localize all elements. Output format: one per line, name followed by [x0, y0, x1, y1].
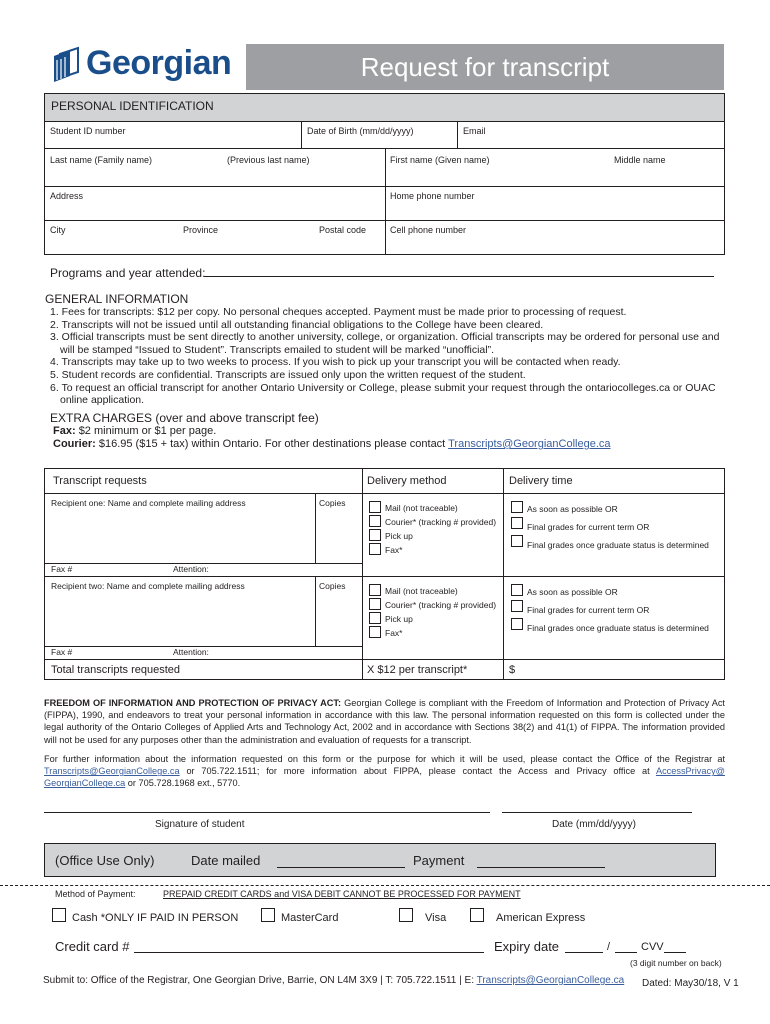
- fax-charge: Fax: $2 minimum or $1 per page.: [53, 425, 217, 437]
- pickup-checkbox[interactable]: [369, 529, 381, 541]
- fax-checkbox[interactable]: [369, 626, 381, 638]
- date-input[interactable]: [502, 812, 692, 813]
- asap-checkbox[interactable]: [511, 584, 523, 596]
- mail-checkbox[interactable]: [369, 584, 381, 596]
- courier-charge: Courier: $16.95 ($15 + tax) within Ontario. For other destinations please contact Transcripts@GeorgianCollege.ca: [53, 438, 611, 450]
- recipient-two-fax-row[interactable]: Fax # Attention:: [51, 647, 209, 657]
- cash-checkbox[interactable]: [52, 908, 66, 922]
- credit-card-label: Credit card #: [55, 939, 130, 954]
- email-field[interactable]: Email: [457, 122, 725, 148]
- graduate-status-checkbox[interactable]: [511, 535, 523, 547]
- list-item: online application.: [60, 394, 145, 407]
- footer-submit: Submit to: Office of the Registrar, One Georgian Drive, Barrie, ON L4M 3X9 | T: 705.722.1511 | E: Transcripts@GeorgianCollege.ca: [43, 975, 625, 986]
- fippa-paragraph: FREEDOM OF INFORMATION AND PROTECTION OF PRIVACY ACT: Georgian College is compliant with the Freedom of Information and Protection of Privacy Act (FIPPA), 1990, and endeavors to treat your personal information in accordance with this law. The personal information requested on this form is collected under the legal authority of the Ontario Colleges of Applied Arts and Technology Act, 2002 and in accordance with Sections 38(2) and 41(1) of FIPPA. The information provided will not be used for any purposes other than the administration and evaluation of requests for a transcript.: [44, 698, 725, 745]
- list-item: 2. Transcripts will not be issued until all outstanding financial obligations to the College have been cleared.: [50, 318, 544, 331]
- programs-label: Programs and year attended:: [50, 266, 206, 280]
- cvv-input[interactable]: [664, 952, 686, 953]
- dated-version: Dated: May30/18, V 1: [642, 978, 739, 989]
- cell-phone-field[interactable]: Cell phone number: [385, 220, 725, 255]
- fax-checkbox[interactable]: [369, 543, 381, 555]
- cut-line: [0, 885, 770, 886]
- recipient-one-address-field[interactable]: Recipient one: Name and complete mailing address: [51, 498, 246, 508]
- dob-field[interactable]: Date of Birth (mm/dd/yyyy): [301, 122, 457, 148]
- credit-card-input[interactable]: [134, 952, 484, 953]
- general-list: [50, 306, 730, 407]
- list-item: 5. Student records are confidential. Transcripts are issued only upon the written request of the student.: [50, 368, 526, 381]
- courier-checkbox[interactable]: [369, 598, 381, 610]
- province-label: Province: [183, 225, 219, 235]
- first-name-field[interactable]: First name (Given name) Middle name: [385, 148, 725, 186]
- total-amount-field[interactable]: $: [509, 664, 516, 676]
- postal-code-label: Postal code: [319, 225, 367, 235]
- pickup-checkbox[interactable]: [369, 612, 381, 624]
- personal-identification-section: [44, 93, 725, 255]
- personal-heading: PERSONAL IDENTIFICATION: [51, 99, 214, 113]
- fippa-contact-paragraph: For further information about the information requested on this form or the purpose for which it will be used, please contact the Office of the Registrar at Transcripts@GeorgianCollege.ca or 705.722.1511; for more information about FIPPA, please contact the Access and Privacy office at AccessPrivacy@ GeorgianCollege.ca or 705.728.1968 ext., 5770.: [44, 754, 725, 789]
- asap-checkbox[interactable]: [511, 501, 523, 513]
- method-of-payment-label: Method of Payment:: [55, 889, 136, 899]
- address-field[interactable]: Address: [45, 186, 385, 220]
- courier-checkbox[interactable]: [369, 515, 381, 527]
- home-phone-field[interactable]: Home phone number: [385, 186, 725, 220]
- payment-notice: PREPAID CREDIT CARDS and VISA DEBIT CANNOT BE PROCESSED FOR PAYMENT: [163, 889, 521, 899]
- footer-email-link[interactable]: Transcripts@GeorgianCollege.ca: [476, 975, 625, 986]
- logo-mark-icon: [48, 46, 84, 86]
- signature-label: Signature of student: [155, 819, 245, 830]
- price-label: X $12 per transcript*: [367, 664, 468, 676]
- recipient-one-fax-row[interactable]: Fax # Attention:: [51, 564, 209, 574]
- brand-name: Georgian: [86, 44, 232, 82]
- date-mailed-label: Date mailed: [191, 853, 261, 868]
- courier-email-link[interactable]: Transcripts@GeorgianCollege.ca: [448, 438, 611, 450]
- current-term-checkbox[interactable]: [511, 600, 523, 612]
- graduate-status-checkbox[interactable]: [511, 618, 523, 630]
- registrar-email-link[interactable]: Transcripts@GeorgianCollege.ca: [44, 766, 180, 777]
- current-term-checkbox[interactable]: [511, 517, 523, 529]
- list-item: 1. Fees for transcripts: $12 per copy. No personal cheques accepted. Payment must be made prior to processing of request.: [50, 306, 627, 318]
- list-item: 4. Transcripts may take up to two weeks to process. If you wish to pick up your transcript you will be contacted when ready.: [50, 356, 621, 369]
- student-id-field[interactable]: Student ID number: [50, 126, 126, 136]
- list-item: 6. To request an official transcript for another Ontario University or College, please submit your request through the ontariocolleges.ca or OUAC: [50, 381, 716, 394]
- city-field[interactable]: City Province Postal code: [45, 220, 385, 255]
- office-use-bar: [44, 843, 716, 877]
- date-label: Date (mm/dd/yyyy): [552, 819, 636, 830]
- mail-checkbox[interactable]: [369, 501, 381, 513]
- cvv-note: (3 digit number on back): [630, 958, 722, 968]
- general-heading: GENERAL INFORMATION: [45, 292, 189, 306]
- total-label: Total transcripts requested: [51, 664, 181, 676]
- list-item: will be stamped “Issued to Student”. Transcripts emailed to student will be marked “unofficial”.: [60, 343, 495, 356]
- extra-heading: EXTRA CHARGES (over and above transcript fee): [50, 411, 319, 425]
- visa-checkbox[interactable]: [399, 908, 413, 922]
- payment-label: Payment: [413, 853, 465, 868]
- last-name-field[interactable]: Last name (Family name) (Previous last name): [45, 148, 385, 186]
- recipient-two-copies-field[interactable]: Copies: [319, 581, 346, 591]
- recipient-one-copies-field[interactable]: Copies: [319, 498, 346, 508]
- expiry-year-input[interactable]: [615, 952, 637, 953]
- col-delivery: Delivery method: [367, 475, 447, 487]
- signature-input[interactable]: [44, 812, 490, 813]
- payment-input[interactable]: [477, 867, 605, 868]
- cvv-label: CVV: [641, 941, 664, 953]
- expiry-month-input[interactable]: [565, 952, 603, 953]
- recipient-two-address-field[interactable]: Recipient two: Name and complete mailing address: [51, 581, 245, 591]
- privacy-email-link[interactable]: AccessPrivacy@ GeorgianCollege.ca: [44, 766, 725, 789]
- list-item: 3. Official transcripts must be sent directly to another university, college, or organization. Official transcripts may be ordered for personal use and: [50, 331, 720, 344]
- transcript-requests-table: Transcript requests Delivery method Delivery time Recipient one: Name and complete mailing address Copies Fax # Attention: Mail (not traceable) Courier* (tracking # provided) Pick up Fax* As soon as possible OR Final grades for current term OR Final grades once graduate status is determined Recipient two: Name and complete mailing address Copies Fax # Attention: Mail (not traceable) Courier* (tracking # provided) Pick up Fax* As soon as possible OR Final grades for current term OR Final grades once graduate status is determined Total transcripts requested X $12 per transcript* $: [44, 468, 725, 680]
- col-requests: Transcript requests: [53, 475, 147, 487]
- amex-checkbox[interactable]: [470, 908, 484, 922]
- programs-input[interactable]: [204, 276, 714, 277]
- college-logo: [48, 42, 238, 90]
- col-time: Delivery time: [509, 475, 573, 487]
- expiry-label: Expiry date: [494, 939, 560, 954]
- mastercard-checkbox[interactable]: [261, 908, 275, 922]
- office-use-label: (Office Use Only): [55, 853, 155, 868]
- page-title: Request for transcript: [246, 44, 724, 90]
- date-mailed-input[interactable]: [277, 867, 405, 868]
- personal-heading-bar: [45, 94, 724, 122]
